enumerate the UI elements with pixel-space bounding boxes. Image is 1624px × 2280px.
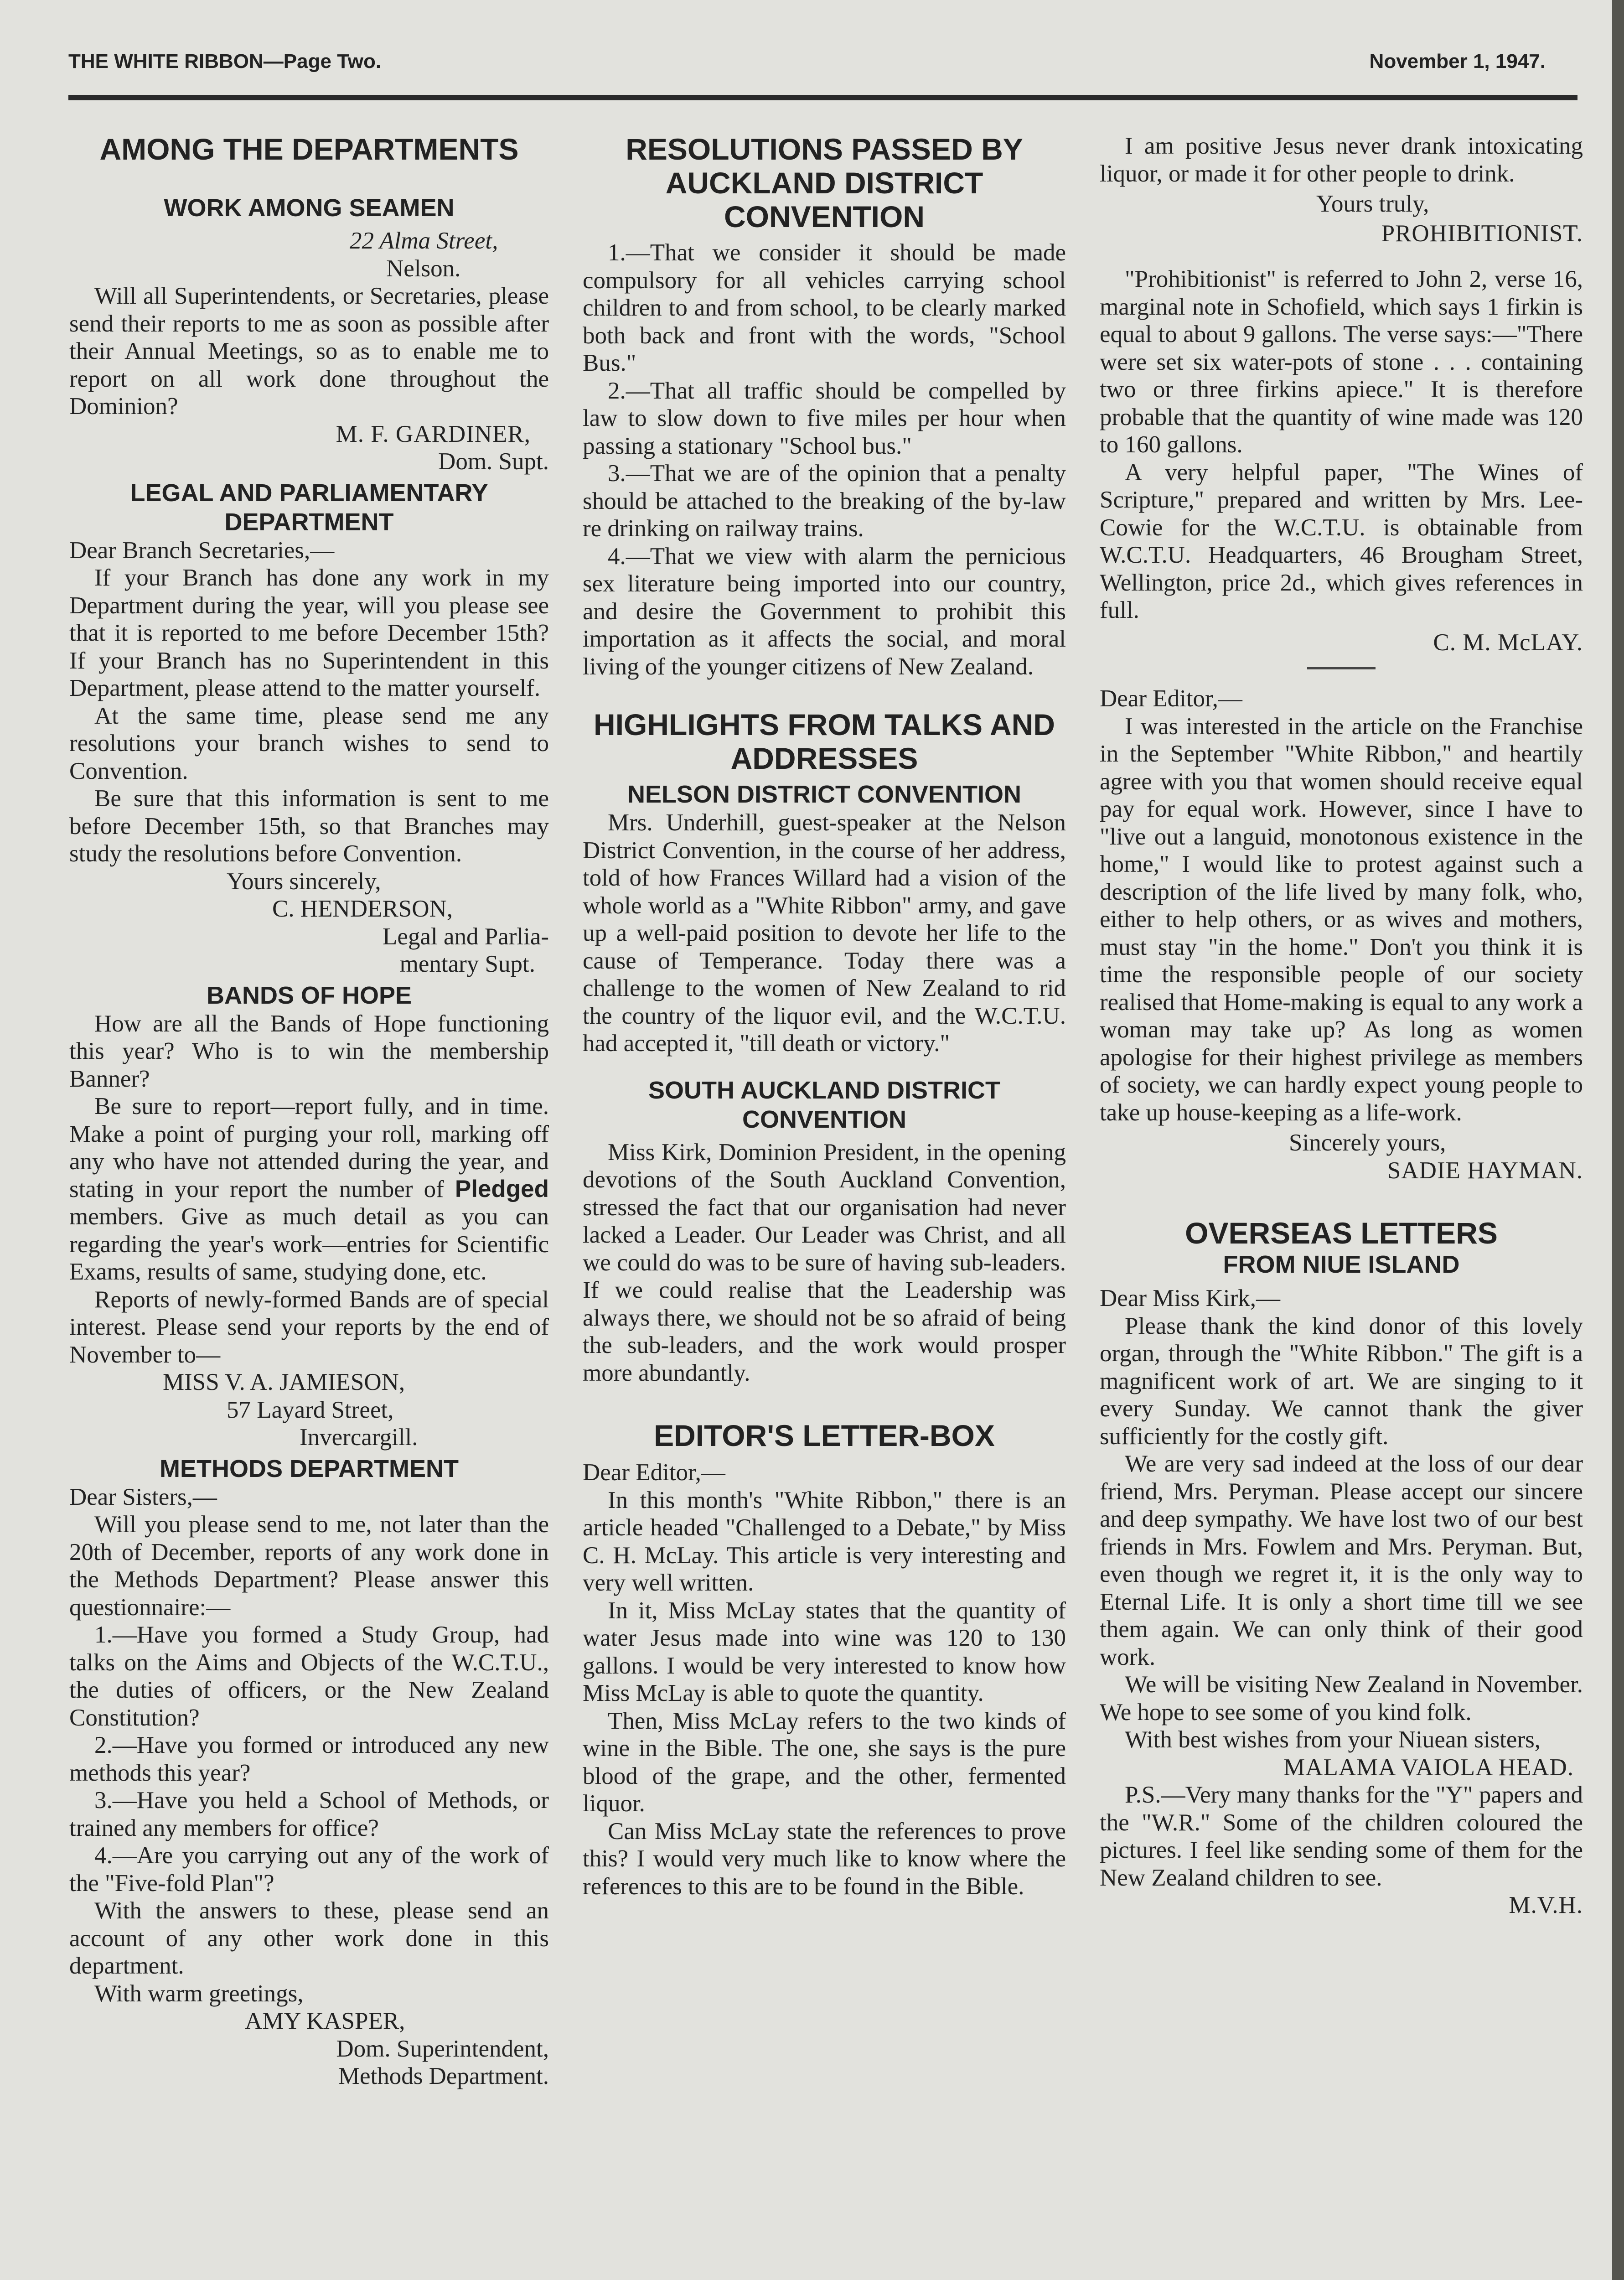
hope-address-1: 57 Layard Street, — [227, 1396, 394, 1423]
legal-salutation: Dear Branch Secretaries,— — [69, 537, 335, 564]
niue-signature: MALAMA VAIOLA HEAD. — [1283, 1754, 1574, 1781]
seamen-title: Dom. Supt. — [438, 448, 549, 475]
legal-title-2: mentary Supt. — [399, 951, 535, 977]
letter-box-paragraph-2: In it, Miss McLay states that the quantity of water Jesus made into wine was 120 to 130 gallons. I would be very interested to know how Miss McLay is able to quote the quantity. — [583, 1597, 1066, 1706]
methods-question-2: 2.—Have you formed or introduced any new methods this year? — [69, 1732, 549, 1786]
resolution-2: 2.—That all traffic should be compelled by law to slow down to five miles per hour when passing a stationary "School bus." — [583, 377, 1066, 459]
bands-of-hope-heading: BANDS OF HOPE — [206, 981, 412, 1009]
niue-paragraph-4: With best wishes from your Niuean sisters, — [1125, 1726, 1541, 1753]
niue-subheading: FROM NIUE ISLAND — [1223, 1251, 1460, 1278]
header-rule — [68, 95, 1577, 100]
prohibitionist-closing: Yours truly, — [1316, 191, 1429, 217]
column-1 — [69, 132, 549, 2090]
niue-salutation: Dear Miss Kirk,— — [1100, 1285, 1280, 1311]
methods-closing: With warm greetings, — [94, 1980, 304, 2007]
niue-paragraph-1: Please thank the kind donor of this lovely organ, through the "White Ribbon." The gift is a magnificent work of art. We are singing to it every Sunday. We cannot thank the giver sufficiently for the costly gift. — [1100, 1312, 1583, 1450]
prohibitionist-paragraph: I am positive Jesus never drank intoxicating liquor, or made it for other people to drink. — [1100, 133, 1583, 187]
niue-paragraph-2: We are very sad indeed at the loss of our dear friend, Mrs. Peryman. Please accept our sincere and deep sympathy. We have lost two of our best friends in Mrs. Fowlem and Mrs. Peryman. But, even though we regret it, it is the only way to Eternal Life. It is only a short time till we see them again. We can only think of their good work. — [1100, 1451, 1583, 1670]
overseas-heading: OVERSEAS LETTERS — [1185, 1216, 1498, 1250]
methods-paragraph-1: Will you please send to me, not later than the 20th of December, reports of any work done in the Methods Department? Please answer this questionnaire:— — [69, 1511, 549, 1621]
resolution-3: 3.—That we are of the opinion that a penalty should be attached to the breaking of the by-law re drinking on railway trains. — [583, 460, 1066, 542]
letter-box-paragraph-1: In this month's "White Ribbon," there is an article headed "Challenged to a Debate," by Miss C. H. McLay. This article is very interesting and very well written. — [583, 1487, 1066, 1596]
methods-heading: METHODS DEPARTMENT — [160, 1455, 459, 1482]
legal-paragraph-2: At the same time, please send me any resolutions your branch wishes to send to Convention. — [69, 702, 549, 784]
reply-paragraph-1: "Prohibitionist" is referred to John 2, verse 16, marginal note in Schofield, which says 1 firkin is equal to about 9 gallons. The verse says:—"There were set six water-pots of stone . . . containing two or three firkins apiece." It is therefore probable that the quantity of wine made was 120 to 160 gallons. — [1100, 266, 1583, 458]
seamen-heading: WORK AMONG SEAMEN — [164, 194, 455, 222]
header-publication: THE WHITE RIBBON—Page Two. — [68, 50, 382, 73]
second-letter-body: I was interested in the article on the Franchise in the September "White Ribbon," and heartily agree with you that women should receive equal pay for equal work. However, since I have to "live out a languid, monotonous existence in the home," I would like to protest against such a description of the life lived by many folk, who, either to help others, or as wives and mothers, must stay "in the home." Don't you think it is time the responsible people of our society realised that Home-making is equal to any work a woman may take up? As long as women apologise for their highest privilege as members of society, we can hardly expect young people to take up house-keeping as a life-work. — [1100, 713, 1583, 1126]
legal-heading: LEGAL AND PARLIAMENTARY DEPARTMENT — [130, 479, 488, 536]
nelson-convention-heading: NELSON DISTRICT CONVENTION — [627, 781, 1022, 808]
methods-title-2: Methods Department. — [338, 2063, 549, 2089]
methods-salutation: Dear Sisters,— — [69, 1483, 217, 1510]
hope-address-2: Invercargill. — [300, 1424, 418, 1451]
niue-paragraph-3: We will be visiting New Zealand in November. We hope to see some of you kind folk. — [1100, 1671, 1583, 1726]
letter-box-paragraph-3: Then, Miss McLay refers to the two kinds of wine in the Bible. The one, she says is the pure blood of the grape, and the other, fermented liquor. — [583, 1707, 1066, 1817]
mclay-signature: C. M. McLAY. — [1433, 629, 1583, 656]
column-2 — [583, 132, 1066, 1900]
prohibitionist-signature: PROHIBITIONIST. — [1381, 220, 1583, 247]
methods-question-4: 4.—Are you carrying out any of the work of the "Five-fold Plan"? — [69, 1842, 549, 1897]
letter-box-paragraph-4: Can Miss McLay state the references to prove this? I would very much like to know where the references to this are to be found in the Bible. — [583, 1818, 1066, 1900]
header-date: November 1, 1947. — [1369, 50, 1546, 73]
south-auckland-body: Miss Kirk, Dominion President, in the opening devotions of the South Auckland Convention, stressed the fact that our organisation had never lacked a Leader. Our Leader was Christ, and all we could do was to be sure of having sub-leaders. If we could realise that the Leadership was always there, we should not be so afraid of being the sub-leaders, and the work would prosper more abundantly. — [583, 1139, 1066, 1386]
seamen-body: Will all Superintendents, or Secretaries, please send their reports to me as soon as possible after their Annual Meetings, so as to enable me to report on all work done throughout the Dominion? — [69, 283, 549, 420]
resolution-1: 1.—That we consider it should be made compulsory for all vehicles carrying school children to and from school, to be clearly marked both back and front with the words, "School Bus." — [583, 239, 1066, 376]
resolutions-heading: RESOLUTIONS PASSED BY AUCKLAND DISTRICT CONVENTION — [626, 132, 1023, 233]
hope-signature: MISS V. A. JAMIESON, — [163, 1369, 405, 1395]
methods-paragraph-2: With the answers to these, please send an account of any other work done in this department. — [69, 1897, 549, 1979]
letter-box-salutation: Dear Editor,— — [583, 1459, 725, 1486]
column-3 — [1100, 132, 1583, 1919]
page-header — [68, 46, 1546, 78]
highlights-heading: HIGHLIGHTS FROM TALKS AND ADDRESSES — [594, 708, 1055, 775]
letter-box-heading: EDITOR'S LETTER-BOX — [654, 1419, 995, 1452]
legal-title-1: Legal and Parlia- — [383, 923, 549, 950]
hope-paragraph-2b: members. Give as much detail as you can regarding the year's work—entries for Scientific Exams, results of same, studying done, etc. — [69, 1203, 549, 1285]
hope-paragraph-1: How are all the Bands of Hope functioning this year? Who is to win the membership Banner? — [69, 1010, 549, 1092]
legal-closing: Yours sincerely, — [227, 868, 381, 895]
second-letter-salutation: Dear Editor,— — [1100, 685, 1242, 712]
hope-paragraph-2a: Be sure to report—report fully, and in time. Make a point of purging your roll, marking off any who have not attended during the year, and stating in your report the number of — [69, 1093, 549, 1202]
methods-question-3: 3.—Have you held a School of Methods, or trained any members for office? — [69, 1787, 549, 1841]
legal-paragraph-1: If your Branch has done any work in my Department during the year, will you please see that it is reported to me before December 15th? If your Branch has no Superintendent in this Department, please attend to the matter yourself. — [69, 565, 549, 701]
hope-paragraph-2 — [69, 1093, 549, 1286]
south-auckland-heading: SOUTH AUCKLAND DISTRICT CONVENTION — [648, 1076, 1000, 1133]
departments-heading: AMONG THE DEPARTMENTS — [99, 132, 519, 166]
legal-signature: C. HENDERSON, — [272, 896, 453, 922]
methods-signature: AMY KASPER, — [245, 2008, 405, 2034]
methods-question-1: 1.—Have you formed a Study Group, had talks on the Aims and Objects of the W.C.T.U., the duties of officers, or the New Zealand Constitution? — [69, 1622, 549, 1731]
seamen-signature: M. F. GARDINER, — [336, 420, 531, 447]
niue-postscript: P.S.—Very many thanks for the "Y" papers and the "W.R." Some of the children coloured the pictures. I feel like sending some of them for the New Zealand children to see. — [1100, 1782, 1583, 1891]
niue-initials: M.V.H. — [1509, 1892, 1583, 1918]
seamen-address-line-2: Nelson. — [386, 255, 461, 282]
nelson-convention-body: Mrs. Underhill, guest-speaker at the Nelson District Convention, in the course of her address, told of how Frances Willard had a vision of the whole world as a "White Ribbon" army, and gave up a well-paid position to devote her life to the cause of Temperance. Today there was a challenge to the women of New Zealand to rid the country of the liquor evil, and the W.C.T.U. had accepted it, "till death or victory." — [583, 809, 1066, 1057]
methods-title-1: Dom. Superintendent, — [336, 2035, 549, 2062]
hope-paragraph-3: Reports of newly-formed Bands are of special interest. Please send your reports by the end of November to— — [69, 1286, 549, 1368]
seamen-address-line-1: 22 Alma Street, — [350, 228, 498, 254]
hope-pledged: Pledged — [455, 1175, 549, 1202]
hayman-signature: SADIE HAYMAN. — [1387, 1157, 1583, 1184]
reply-paragraph-2: A very helpful paper, "The Wines of Scripture," prepared and written by Mrs. Lee-Cowie for the W.C.T.U. is obtainable from W.C.T.U. Headquarters, 46 Brougham Street, Wellington, price 2d., which gives references in full. — [1100, 459, 1583, 623]
page-edge-shadow — [1612, 0, 1624, 2280]
resolution-4: 4.—That we view with alarm the pernicious sex literature being imported into our country, and desire the Government to prohibit this importation as it affects the social, and moral living of the younger citizens of New Zealand. — [583, 543, 1066, 680]
letter-divider — [1307, 667, 1376, 669]
legal-paragraph-3: Be sure that this information is sent to me before December 15th, so that Branches may study the resolutions before Convention. — [69, 785, 549, 867]
second-letter-closing: Sincerely yours, — [1289, 1130, 1446, 1156]
